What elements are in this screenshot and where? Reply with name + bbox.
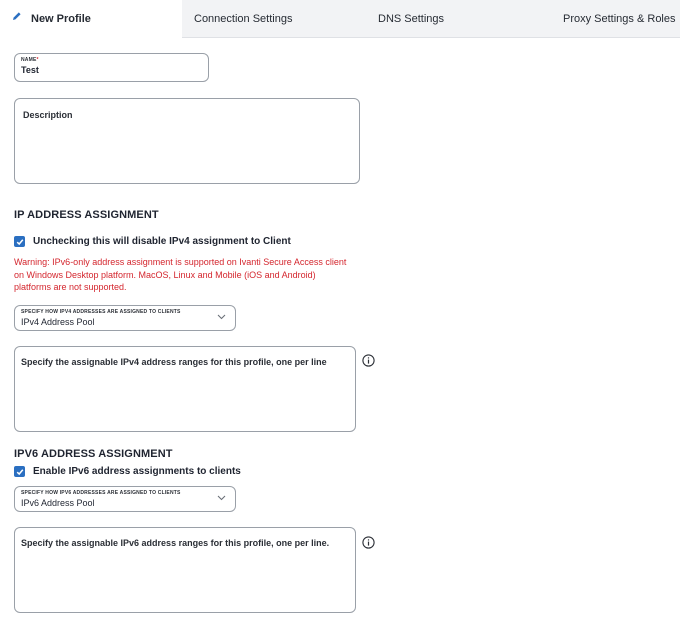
tab-new-profile[interactable] — [0, 0, 182, 38]
ipv6-select-label: SPECIFY HOW IPV6 ADDRESSES ARE ASSIGNED TO CLIENTS — [21, 490, 181, 496]
ipv6-checkbox-label: Enable IPv6 address assignments to clients — [33, 466, 241, 477]
ipv6-assignment-checkbox-row[interactable] — [14, 466, 241, 477]
ipv4-ranges-placeholder: Specify the assignable IPv4 address ranges for this profile, one per line — [21, 357, 327, 367]
tab-dns-settings[interactable]: DNS Settings — [378, 13, 445, 25]
description-textarea[interactable] — [14, 98, 360, 184]
ipv6-ranges-placeholder: Specify the assignable IPv6 address ranges for this profile, one per line. — [21, 538, 330, 548]
ipv4-checkbox-label: Unchecking this will disable IPv4 assignment to Client — [33, 236, 291, 247]
ipv4-checkbox[interactable] — [14, 236, 25, 247]
tab-label: New Profile — [31, 13, 91, 25]
tab-bar — [0, 0, 680, 38]
required-mark: * — [36, 57, 39, 63]
ipv4-assignment-select[interactable] — [14, 305, 236, 331]
ipv6-warning-text: Warning: IPv6-only address assignment is supported on Ivanti Secure Access client on Windows Desktop platform. MacOS, Linux and Mobile (iOS and Android) platforms are not supported. — [14, 257, 347, 292]
name-value: Test — [21, 65, 39, 75]
info-icon[interactable] — [362, 354, 375, 367]
ipv4-assignment-checkbox-row[interactable] — [14, 236, 291, 247]
ipv6-ranges-textarea[interactable] — [14, 527, 356, 613]
tab-connection-settings[interactable]: Connection Settings — [194, 13, 293, 25]
ipv6-section-title: IPV6 ADDRESS ASSIGNMENT — [14, 448, 173, 460]
checkmark-icon — [16, 468, 24, 476]
pencil-icon — [12, 0, 22, 37]
name-field[interactable] — [14, 53, 209, 82]
tab-proxy-settings-roles[interactable]: Proxy Settings & Roles — [563, 13, 676, 25]
name-label: NAME* — [21, 57, 39, 63]
chevron-down-icon — [217, 314, 226, 320]
checkmark-icon — [16, 238, 24, 246]
ipv4-section-title: IP ADDRESS ASSIGNMENT — [14, 209, 159, 221]
ipv6-select-value: IPv6 Address Pool — [21, 498, 95, 508]
ipv4-ranges-textarea[interactable] — [14, 346, 356, 432]
ipv4-select-value: IPv4 Address Pool — [21, 317, 95, 327]
ipv6-checkbox[interactable] — [14, 466, 25, 477]
info-icon[interactable] — [362, 536, 375, 549]
ipv4-select-label: SPECIFY HOW IPV4 ADDRESSES ARE ASSIGNED TO CLIENTS — [21, 309, 181, 315]
description-placeholder: Description — [23, 110, 73, 120]
chevron-down-icon — [217, 495, 226, 501]
ipv6-assignment-select[interactable] — [14, 486, 236, 512]
